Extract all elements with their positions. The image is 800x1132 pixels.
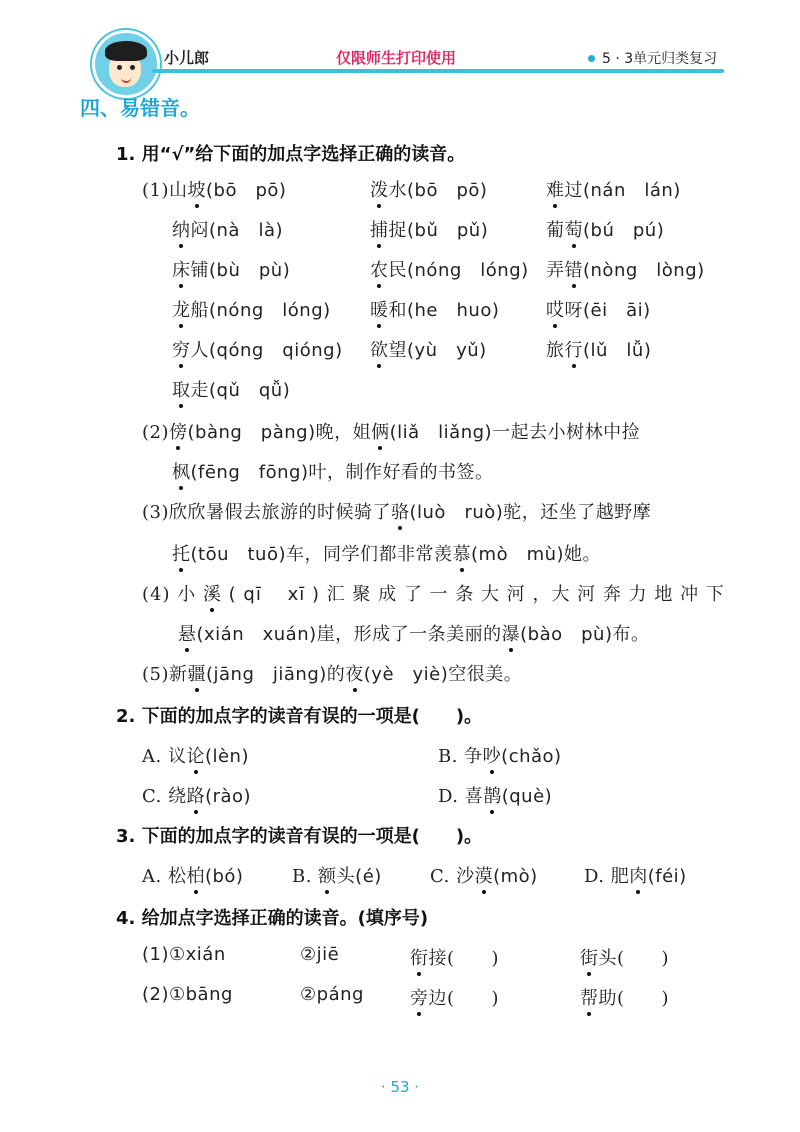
word-char: 闷	[190, 220, 209, 241]
q1-word-item	[370, 256, 529, 282]
pinyin-options: (bù pù)	[209, 260, 291, 281]
item-label: (1)	[142, 180, 169, 201]
text-run: (4) 小	[142, 584, 203, 605]
q1-word-item	[546, 296, 651, 322]
q2-option	[438, 742, 562, 768]
dotted-char: 额	[318, 862, 337, 888]
dotted-char: 路	[187, 782, 206, 808]
text-run: ( qī xī ) 汇 聚 成 了 一 条 大 河 ，大 河 奔 力 地 冲 下	[221, 584, 725, 605]
boy-mascot-icon	[92, 30, 160, 98]
word-char: 走	[190, 380, 209, 401]
dotted-char: 街	[580, 944, 599, 970]
q4-choice-1	[142, 944, 226, 965]
text-run: (bàng pàng)晚，姐	[187, 422, 372, 443]
word-char: 床	[172, 256, 191, 282]
dotted-char: 鹊	[483, 782, 502, 808]
option-text: A. 松	[142, 866, 187, 887]
unit-label: 5 · 3单元归类复习	[602, 51, 718, 67]
pinyin-options: (nòng lòng)	[583, 260, 705, 281]
text-run: (liǎ liǎng)一起去小树林中捡	[389, 422, 641, 443]
text-run: (yè yiè)空很美。	[363, 664, 523, 685]
q1-word-item	[370, 336, 487, 362]
q4-blank-2	[580, 984, 669, 1010]
option-pinyin: (mò)	[493, 866, 538, 887]
q3-option	[292, 862, 382, 888]
q2-option	[438, 782, 552, 808]
dotted-char: 溪	[203, 580, 222, 606]
q1-word-item	[172, 216, 283, 242]
q1-word-item	[546, 176, 681, 202]
word-char: 过	[564, 180, 583, 201]
pinyin-options: (lǔ lǚ)	[583, 340, 652, 361]
word-char: 葡	[546, 220, 565, 241]
choice-text: ②páng	[300, 984, 364, 1005]
pinyin-options: (bō pō)	[407, 180, 488, 201]
dotted-char: 柏	[186, 862, 205, 888]
option-pinyin: (rào)	[205, 786, 252, 807]
q3-option	[584, 862, 687, 888]
pinyin-options: (bú pú)	[583, 220, 665, 241]
dotted-char: 旁	[410, 984, 429, 1010]
page-number: · 53 ·	[380, 1078, 420, 1096]
dotted-char: 傍	[169, 418, 188, 444]
word-char: 山	[169, 180, 188, 201]
text-run: (fēng fōng)叶，制作好看的书签。	[190, 462, 494, 483]
word-char: 纳	[172, 216, 191, 242]
q1-word-item	[142, 176, 286, 202]
page-header	[0, 0, 800, 90]
option-text: A. 议	[142, 746, 187, 767]
word-char: 行	[565, 336, 584, 362]
question-3-title: 3. 下面的加点字的读音有误的一项是( )。	[116, 826, 483, 847]
brand-label: 小儿郎	[164, 49, 210, 67]
dotted-char: 疆	[188, 660, 207, 686]
pinyin-options: (nà là)	[209, 220, 284, 241]
item-label: (2)	[142, 422, 169, 443]
word-char: 船	[190, 300, 209, 321]
choice-text: ②jiē	[300, 944, 340, 965]
blank-text: 头( )	[598, 948, 670, 969]
dotted-char: 漠	[475, 862, 494, 888]
q1-word-item	[370, 296, 499, 322]
q1-word-item	[172, 296, 331, 322]
text-run: (bào pù)布。	[520, 624, 650, 645]
word-char: 呀	[564, 300, 583, 321]
pinyin-options: (bǔ pǔ)	[407, 220, 489, 241]
choice-text: (1)①xián	[142, 944, 226, 965]
q4-choice-1	[142, 984, 233, 1005]
dotted-char: 瀑	[502, 620, 521, 646]
blank-text: 接( )	[428, 948, 500, 969]
word-char: 穷	[172, 336, 191, 362]
option-pinyin: (bó)	[204, 866, 244, 887]
word-char: 弄	[546, 260, 565, 281]
option-text: D. 肥	[584, 866, 630, 887]
pinyin-options: (nóng lóng)	[407, 260, 529, 281]
text-run: (3)欣欣暑假去旅游的时候骑了	[142, 502, 391, 523]
q1-word-item	[172, 256, 290, 282]
q1-paragraph-4-line-1	[142, 580, 725, 606]
word-char: 民	[388, 260, 407, 281]
pinyin-options: (nóng lóng)	[209, 300, 331, 321]
pinyin-options: (bō pō)	[206, 180, 287, 201]
dotted-char: 帮	[580, 984, 599, 1010]
word-char: 萄	[565, 216, 584, 242]
option-pinyin: (què)	[501, 786, 553, 807]
dotted-char: 骆	[391, 498, 410, 524]
q1-word-item	[546, 256, 705, 282]
word-char: 错	[565, 256, 584, 282]
option-text: D. 喜	[438, 786, 484, 807]
option-pinyin: (féi)	[647, 866, 687, 887]
word-char: 捕	[370, 216, 389, 242]
option-pinyin: (lèn)	[204, 746, 249, 767]
q4-choice-2	[300, 944, 339, 965]
text-run: (tōu tuō)车，同学们都非常羡	[190, 544, 453, 565]
q2-option	[142, 782, 251, 808]
q1-word-item	[370, 216, 488, 242]
word-char: 泼	[370, 176, 389, 202]
word-char: 农	[370, 256, 389, 282]
dotted-char: 夜	[345, 660, 364, 686]
pinyin-options: (qǔ qǚ)	[209, 380, 291, 401]
q1-word-item	[546, 336, 651, 362]
dotted-char: 托	[172, 540, 191, 566]
text-run: (5)新	[142, 664, 188, 685]
option-text: B.	[292, 866, 319, 887]
section-title: 四、易错音。	[80, 96, 200, 120]
text-run: (luò ruò)驼，还坐了越野摩	[409, 502, 652, 523]
q1-word-item	[546, 216, 664, 242]
q4-choice-2	[300, 984, 364, 1005]
dotted-char: 慕	[453, 540, 472, 566]
text-run: (xián xuán)崖，形成了一条美丽的	[196, 624, 502, 645]
word-char: 难	[546, 176, 565, 202]
question-2-title: 2. 下面的加点字的读音有误的一项是( )。	[116, 706, 483, 727]
word-char: 龙	[172, 296, 191, 322]
word-char: 捉	[388, 220, 407, 241]
word-char: 铺	[190, 260, 209, 281]
word-char: 望	[388, 340, 407, 361]
pinyin-options: (ēi āi)	[583, 300, 651, 321]
q1-paragraph-3-line-1	[142, 498, 651, 524]
option-text: B. 争	[438, 746, 483, 767]
header-divider	[152, 69, 724, 73]
dotted-char: 衔	[410, 944, 429, 970]
dotted-char: 论	[186, 742, 205, 768]
dotted-char: 肉	[629, 862, 648, 888]
pinyin-options: (he huo)	[407, 300, 500, 321]
word-char: 欲	[370, 336, 389, 362]
option-text: C. 绕	[142, 786, 187, 807]
q1-word-item	[172, 376, 290, 402]
blank-text: 助( )	[598, 988, 670, 1009]
print-note: 仅限师生打印使用	[336, 49, 457, 67]
word-char: 哎	[546, 296, 565, 322]
q3-option	[430, 862, 538, 888]
bullet-icon	[588, 55, 595, 62]
pinyin-options: (qóng qióng)	[209, 340, 343, 361]
q4-blank-1	[410, 984, 499, 1010]
dotted-char: 吵	[483, 742, 502, 768]
pinyin-options: (nán lán)	[583, 180, 681, 201]
word-char: 水	[388, 180, 407, 201]
word-char: 人	[190, 340, 209, 361]
question-4-title: 4. 给加点字选择正确的读音。(填序号)	[116, 908, 429, 929]
q1-word-item	[370, 176, 487, 202]
word-char: 暖	[370, 296, 389, 322]
text-run: (mò mù)她。	[471, 544, 602, 565]
dotted-char: 俩	[371, 418, 390, 444]
q4-blank-1	[410, 944, 499, 970]
q1-paragraph-2-line-2	[172, 458, 493, 484]
q1-paragraph-5	[142, 660, 522, 686]
choice-text: (2)①bāng	[142, 984, 233, 1005]
text-run: (jāng jiāng)的	[206, 664, 346, 685]
q2-option	[142, 742, 249, 768]
dotted-char: 枫	[172, 458, 191, 484]
option-pinyin: (chǎo)	[501, 746, 562, 767]
q4-blank-2	[580, 944, 669, 970]
word-char: 旅	[546, 340, 565, 361]
option-pinyin: 头(é)	[336, 866, 382, 887]
word-char: 和	[388, 300, 407, 321]
word-char: 取	[172, 376, 191, 402]
q1-word-item	[172, 336, 343, 362]
pinyin-options: (yù yǔ)	[407, 340, 487, 361]
q1-paragraph-3-line-2	[172, 540, 601, 566]
blank-text: 边( )	[428, 988, 500, 1009]
question-1-title: 1. 用“√”给下面的加点字选择正确的读音。	[116, 144, 466, 165]
option-text: C. 沙	[430, 866, 475, 887]
dotted-char: 悬	[178, 620, 197, 646]
q3-option	[142, 862, 243, 888]
word-char: 坡	[188, 176, 207, 202]
q1-paragraph-2-line-1	[142, 418, 640, 444]
q1-paragraph-4-line-2	[178, 620, 650, 646]
